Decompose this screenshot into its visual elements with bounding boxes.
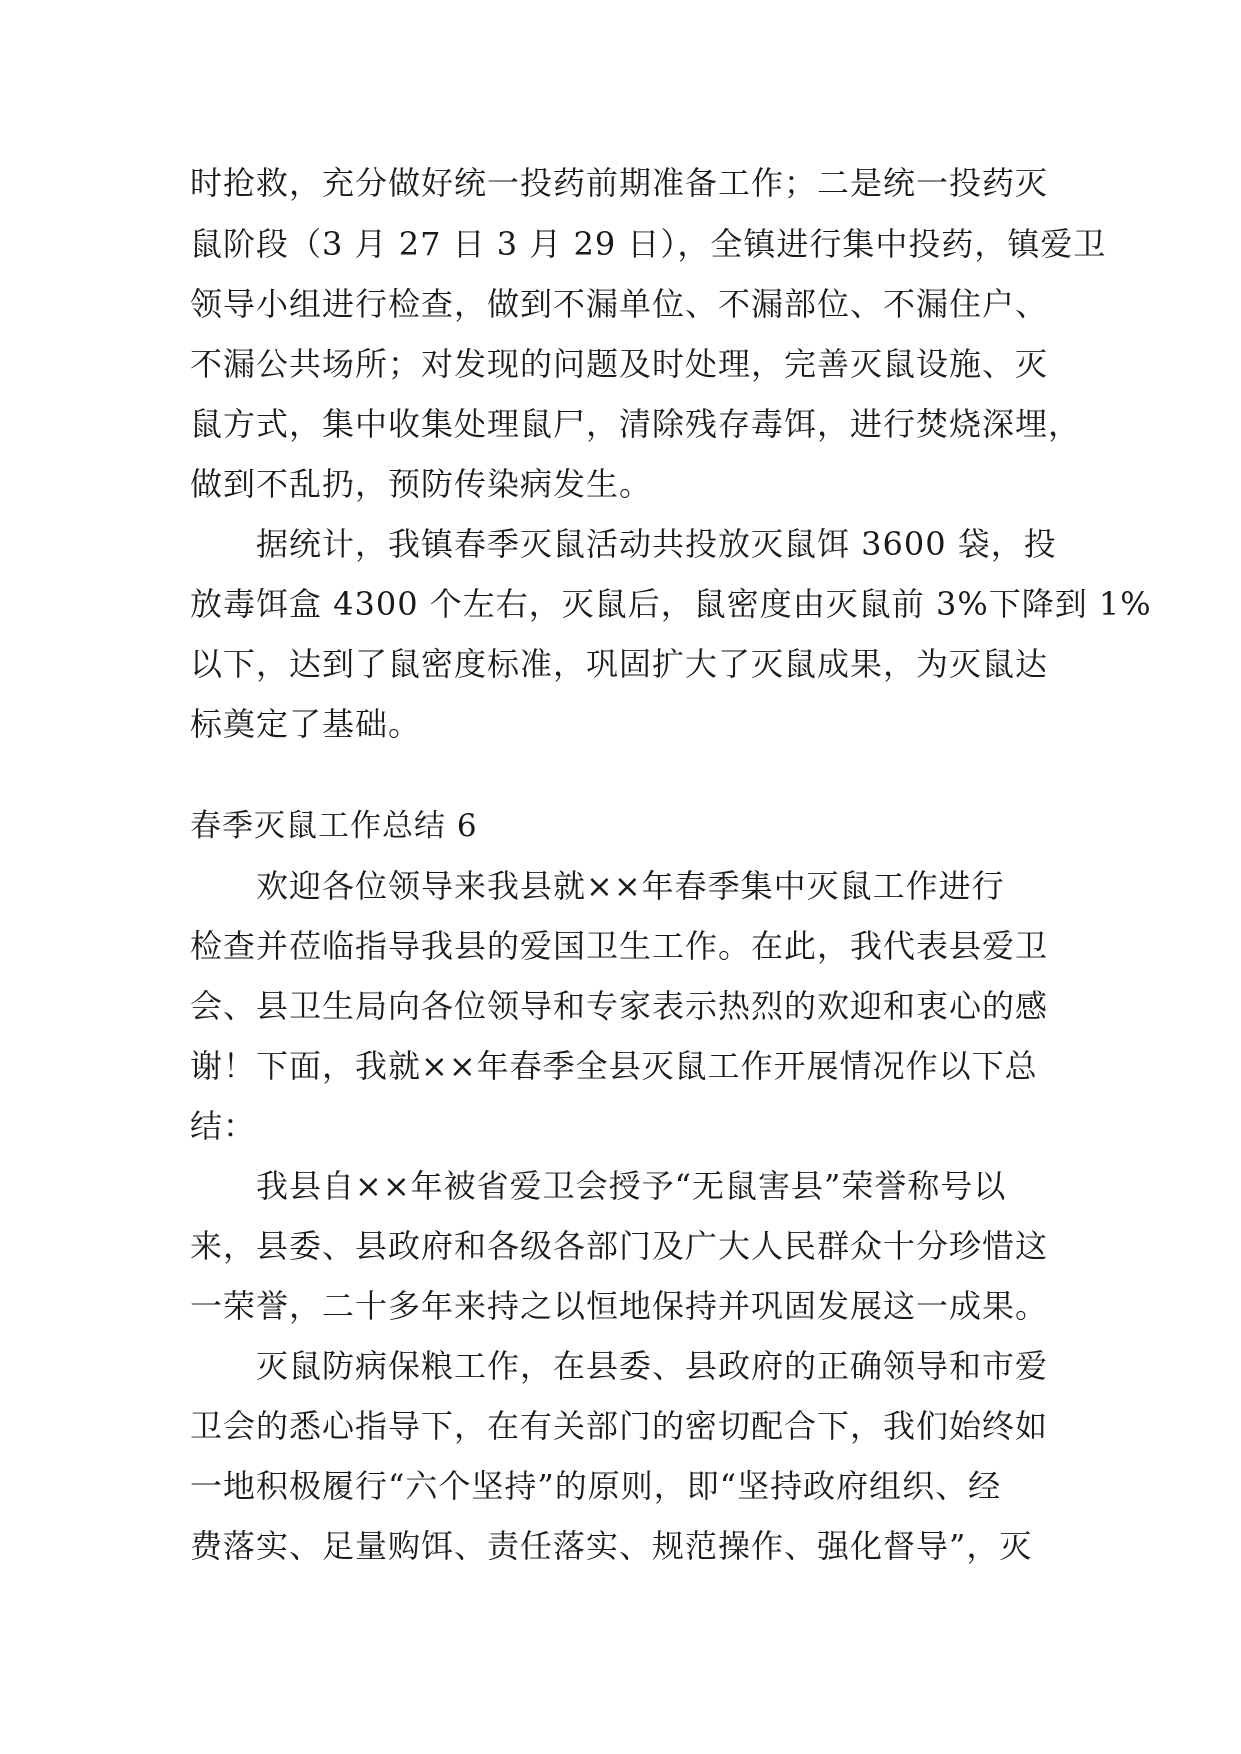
paragraph-line: 不漏公共场所；对发现的问题及时处理，完善灭鼠设施、灭: [190, 345, 1049, 383]
paragraph-line: 鼠阶段（3 月 27 日 3 月 29 日），全镇进行集中投药，镇爱卫: [190, 225, 1107, 263]
paragraph-line: 谢！下面，我就××年春季全县灭鼠工作开展情况作以下总: [190, 1047, 1038, 1085]
paragraph-line: 我县自××年被省爱卫会授予“无鼠害县”荣誉称号以: [256, 1167, 1007, 1205]
paragraph-line: 检查并莅临指导我县的爱国卫生工作。在此，我代表县爱卫: [190, 927, 1049, 965]
paragraph-line: 据统计，我镇春季灭鼠活动共投放灭鼠饵 3600 袋，投: [256, 525, 1057, 563]
paragraph-line: 一荣誉，二十多年来持之以恒地保持并巩固发展这一成果。: [190, 1287, 1049, 1325]
paragraph-line: 来，县委、县政府和各级各部门及广大人民群众十分珍惜这: [190, 1227, 1049, 1265]
paragraph-line: 领导小组进行检查，做到不漏单位、不漏部位、不漏住户、: [190, 285, 1049, 323]
paragraph-line: 会、县卫生局向各位领导和专家表示热烈的欢迎和衷心的感: [190, 987, 1049, 1025]
paragraph-line: 以下，达到了鼠密度标准，巩固扩大了灭鼠成果，为灭鼠达: [190, 645, 1049, 683]
section-title: 春季灭鼠工作总结 6: [190, 808, 478, 844]
paragraph-line: 卫会的悉心指导下，在有关部门的密切配合下，我们始终如: [190, 1407, 1049, 1445]
paragraph-line: 时抢救，充分做好统一投药前期准备工作；二是统一投药灭: [190, 164, 1049, 202]
paragraph-line: 结：: [190, 1107, 257, 1145]
paragraph-line: 费落实、足量购饵、责任落实、规范操作、强化督导”，灭: [190, 1527, 1033, 1565]
paragraph-line: 标奠定了基础。: [190, 705, 422, 743]
paragraph-line: 欢迎各位领导来我县就××年春季集中灭鼠工作进行: [256, 867, 1005, 905]
paragraph-line: 放毒饵盒 4300 个左右，灭鼠后，鼠密度由灭鼠前 3%下降到 1%: [190, 585, 1152, 623]
paragraph-line: 做到不乱扔，预防传染病发生。: [190, 465, 653, 503]
paragraph-line: 鼠方式，集中收集处理鼠尸，清除残存毒饵，进行焚烧深埋，: [190, 405, 1082, 443]
paragraph-line: 一地积极履行“六个坚持”的原则，即“坚持政府组织、经: [190, 1467, 1002, 1505]
paragraph-line: 灭鼠防病保粮工作，在县委、县政府的正确领导和市爱: [256, 1347, 1049, 1385]
